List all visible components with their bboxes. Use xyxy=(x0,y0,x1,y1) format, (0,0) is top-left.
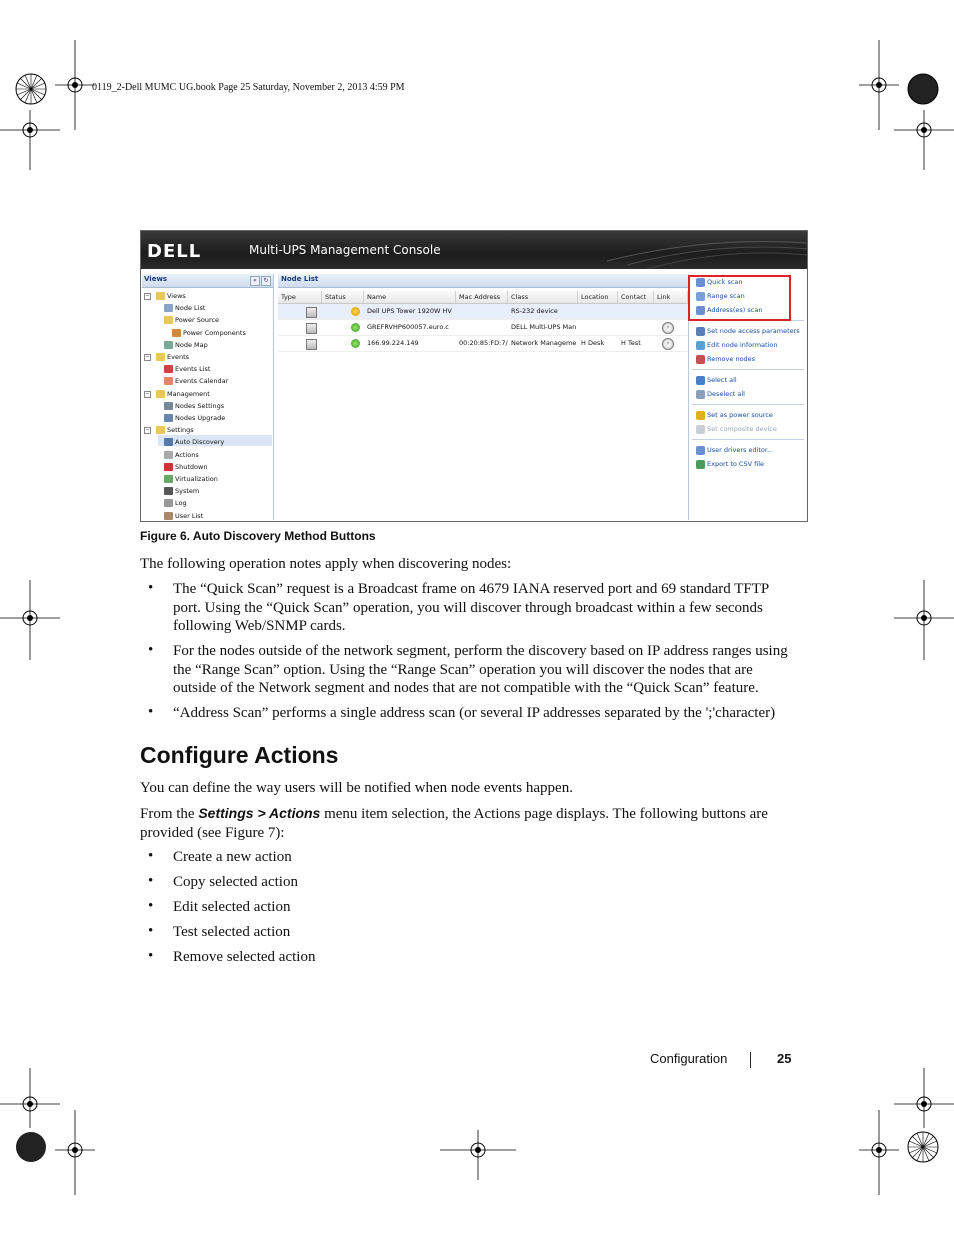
node-list-title: Node List xyxy=(281,275,319,283)
bullet-text xyxy=(173,642,813,698)
folder-icon xyxy=(164,316,173,324)
composite-device-icon xyxy=(696,425,705,434)
screenshot-figure xyxy=(140,230,808,522)
tree-item-label: Power Components xyxy=(183,328,246,337)
column-header[interactable]: Link xyxy=(654,291,688,303)
tree-expander-icon[interactable]: − xyxy=(145,354,150,360)
folder-icon xyxy=(156,390,165,398)
actions-separator xyxy=(692,439,804,440)
column-header[interactable]: Name xyxy=(364,291,456,303)
deselect-all-icon xyxy=(696,390,705,399)
cell-class: DELL Multi-UPS Man xyxy=(511,323,577,331)
tree-item-label: Settings xyxy=(167,426,194,435)
tree-item-label: Shutdown xyxy=(175,462,208,471)
page-number: 25 xyxy=(777,1051,792,1066)
action-edit-node-information[interactable] xyxy=(696,339,777,351)
crosshair-mark-icon xyxy=(859,1110,899,1195)
tree-item[interactable] xyxy=(156,389,210,399)
views-panel-title: Views xyxy=(144,275,168,283)
device-type-icon xyxy=(306,323,317,334)
paragraph-menu-path xyxy=(140,804,810,843)
node-list-header xyxy=(278,274,688,288)
bullet-glyph: • xyxy=(148,642,154,658)
tree-item-label: Actions xyxy=(175,450,199,459)
table-row[interactable] xyxy=(278,336,688,352)
registration-mark-icon xyxy=(906,1130,940,1164)
bullet-line: For the nodes outside of the network segment, perform the discovery based on IP address ranges using xyxy=(173,643,788,659)
export-csv-icon xyxy=(696,460,705,469)
tree-item[interactable] xyxy=(156,352,189,362)
cell-location xyxy=(578,304,618,319)
app-title: Multi-UPS Management Console xyxy=(249,243,441,257)
cell-location xyxy=(578,320,618,335)
collapse-icon[interactable]: « xyxy=(250,276,260,286)
tree-item-label: Auto Discovery xyxy=(175,438,225,447)
cell-name: Dell UPS Tower 1920W HV xyxy=(367,307,452,315)
cell-name: GREFRVHP600057.euro.c xyxy=(367,323,449,331)
tree-item[interactable] xyxy=(164,413,225,423)
tree-item-label: Virtualization xyxy=(175,475,218,483)
crosshair-mark-icon xyxy=(894,580,954,660)
column-header[interactable]: Contact xyxy=(618,291,654,303)
cell-mac: 00:20:85:FD:7/ xyxy=(459,339,508,347)
cell-mac xyxy=(456,304,508,319)
registration-mark-icon xyxy=(14,1130,48,1164)
bullet-text: Remove selected action xyxy=(173,949,316,965)
actions-icon xyxy=(164,451,173,459)
action-select-all[interactable] xyxy=(696,374,737,386)
bullet-line: The “Quick Scan” request is a Broadcast frame on 4679 IANA reserved port and 69 standard TFTP xyxy=(173,581,770,597)
action-set-as-power-source[interactable] xyxy=(696,409,773,421)
intro-paragraph: The following operation notes apply when discovering nodes: xyxy=(140,556,512,572)
actions-separator xyxy=(692,369,804,370)
cell-contact xyxy=(618,304,654,319)
tree-item-label: Views xyxy=(167,292,186,300)
bullet-line: outside of the Network segment and nodes that are not compatible with the “Quick Scan” feature. xyxy=(173,680,759,696)
tree-item-label: Events xyxy=(167,353,190,361)
tree-item[interactable] xyxy=(164,364,210,374)
device-type-icon xyxy=(306,307,317,318)
column-header[interactable]: Status xyxy=(322,291,364,303)
tree-item[interactable] xyxy=(156,425,194,435)
text-line2: provided (see Figure 7): xyxy=(140,825,285,841)
action-label: Edit node information xyxy=(707,341,778,349)
bullet-text xyxy=(173,580,813,636)
folder-icon xyxy=(156,353,165,361)
footer-section-name: Configuration xyxy=(650,1051,728,1066)
table-row[interactable] xyxy=(278,304,688,320)
system-icon xyxy=(164,487,173,495)
tree-item-label: Events List xyxy=(175,365,211,374)
status-ok-icon xyxy=(351,323,360,332)
action-label: Remove nodes xyxy=(707,355,756,363)
status-ok-icon xyxy=(351,339,360,348)
bullet-glyph: • xyxy=(148,873,154,889)
list-icon xyxy=(164,304,173,312)
tree-item[interactable] xyxy=(164,437,224,447)
tree-item[interactable] xyxy=(172,328,246,338)
cell-class: RS-232 device xyxy=(511,307,558,315)
bullet-glyph: • xyxy=(148,580,154,596)
bullet-text: Copy selected action xyxy=(173,874,298,890)
action-label: User drivers editor... xyxy=(707,446,774,454)
crosshair-mark-icon xyxy=(440,1130,516,1180)
action-label: Quick scan xyxy=(707,278,743,286)
bullet-text: Edit selected action xyxy=(173,899,291,915)
crosshair-mark-icon xyxy=(55,1110,95,1195)
tree-item[interactable] xyxy=(164,315,219,325)
book-header-line: 0119_2-Dell MUMC UG.book Page 25 Saturday, November 2, 2013 4:59 PM xyxy=(92,82,405,93)
views-panel-header xyxy=(142,274,273,288)
tree-item[interactable] xyxy=(164,498,187,508)
refresh-icon[interactable]: ↻ xyxy=(261,276,271,286)
tree-item-label: User List xyxy=(175,511,204,520)
user-icon xyxy=(164,512,173,520)
node-list-panel xyxy=(278,274,689,520)
action-label: Set node access parameters xyxy=(707,327,800,335)
action-label: Set as power source xyxy=(707,411,773,419)
power-source-icon xyxy=(696,411,705,420)
bullet-glyph: • xyxy=(148,898,154,914)
text-prefix: From the xyxy=(140,806,199,822)
column-header[interactable]: Class xyxy=(508,291,578,303)
folder-icon xyxy=(156,426,165,434)
action-label: Set composite device xyxy=(707,425,777,433)
bullet-line: “Address Scan” performs a single address scan (or several IP addresses separated by the ';'character) xyxy=(173,705,776,721)
menu-path: Settings > Actions xyxy=(198,805,321,821)
dell-logo: DELL xyxy=(147,241,202,262)
cell-contact: H Test xyxy=(621,339,641,347)
tree-expander-icon[interactable]: − xyxy=(145,427,150,434)
registration-mark-icon xyxy=(906,72,940,106)
bullet-line: the “Range Scan” option. Using the “Range Scan” operation you will discover the nodes that are xyxy=(173,661,753,678)
tree-item-label: Nodes Upgrade xyxy=(175,414,226,422)
tree-item[interactable] xyxy=(164,401,224,411)
table-row[interactable] xyxy=(278,320,688,336)
cell-contact xyxy=(618,320,654,335)
settings-icon xyxy=(164,402,173,410)
bullet-glyph: • xyxy=(148,948,154,964)
cell-mac xyxy=(456,320,508,335)
crosshair-mark-icon xyxy=(55,40,95,130)
map-icon xyxy=(164,341,173,349)
figure-caption: Figure 6. Auto Discovery Method Buttons xyxy=(140,529,376,543)
log-icon xyxy=(164,499,173,507)
component-icon xyxy=(172,329,181,337)
open-link-icon[interactable]: › xyxy=(662,338,674,350)
action-set-composite-device[interactable] xyxy=(696,423,777,435)
tree-item[interactable] xyxy=(164,340,208,350)
column-header[interactable]: Mac Address xyxy=(456,291,508,303)
tree-item[interactable] xyxy=(164,511,203,521)
tree-item-label: Log xyxy=(175,499,187,508)
select-all-icon xyxy=(696,376,705,385)
crosshair-mark-icon xyxy=(894,1068,954,1128)
action-label: Range scan xyxy=(707,292,745,300)
crosshair-mark-icon xyxy=(0,580,60,660)
bullet-glyph: • xyxy=(148,704,154,720)
shutdown-icon xyxy=(164,463,173,471)
action-label: Select all xyxy=(707,376,737,384)
bullet-line: port. Using the “Quick Scan” operation, you will discover through broadcast within a few seconds xyxy=(173,599,763,616)
tree-item-label: Node Map xyxy=(175,340,208,349)
registration-mark-icon xyxy=(14,72,48,106)
bullet-text xyxy=(173,704,813,723)
bullet-text: Create a new action xyxy=(173,849,292,865)
device-type-icon xyxy=(306,339,317,350)
discovery-icon xyxy=(164,438,173,446)
bullet-text: Test selected action xyxy=(173,924,291,940)
action-label: Export to CSV file xyxy=(707,460,765,468)
folder-icon xyxy=(156,292,165,300)
actions-separator xyxy=(692,404,804,405)
header-swoosh-icon xyxy=(607,231,807,269)
column-header[interactable]: Type xyxy=(278,291,322,303)
tree-item-label: Management xyxy=(167,389,210,398)
app-header xyxy=(141,231,807,269)
action-export-to-csv-file[interactable] xyxy=(696,458,764,470)
edit-node-icon xyxy=(696,341,705,350)
tree-item-label: Events Calendar xyxy=(175,377,229,386)
column-header[interactable]: Location xyxy=(578,291,618,303)
cell-name: 166.99.224.149 xyxy=(367,339,419,347)
remove-nodes-icon xyxy=(696,355,705,364)
calendar-icon xyxy=(164,377,173,385)
column-header-row xyxy=(278,291,688,304)
tree-item-label: Node List xyxy=(175,304,206,313)
tree-item[interactable] xyxy=(164,462,207,472)
crosshair-mark-icon xyxy=(859,40,899,130)
action-set-node-access-parameters[interactable] xyxy=(696,325,800,337)
bullet-glyph: • xyxy=(148,848,154,864)
upgrade-icon xyxy=(164,414,173,422)
status-warning-icon xyxy=(351,307,360,316)
cell-location: H Desk xyxy=(581,339,605,347)
crosshair-mark-icon xyxy=(0,1068,60,1128)
action-label: Address(es) scan xyxy=(707,306,763,314)
virtualization-icon xyxy=(164,475,173,483)
tree-item[interactable] xyxy=(164,474,218,484)
open-link-icon[interactable]: › xyxy=(662,322,674,334)
bullet-line: following Web/SNMP cards. xyxy=(173,618,346,634)
tree-expander-icon[interactable]: − xyxy=(145,390,150,397)
highlight-box-scan-buttons xyxy=(688,275,791,321)
tree-item-label: Power Source xyxy=(175,316,220,325)
action-user-drivers-editor[interactable] xyxy=(696,444,773,456)
crosshair-mark-icon xyxy=(0,110,60,170)
drivers-editor-icon xyxy=(696,446,705,455)
footer-divider xyxy=(750,1052,751,1068)
tree-item[interactable] xyxy=(156,291,186,301)
crosshair-mark-icon xyxy=(894,110,954,170)
tree-item[interactable] xyxy=(164,486,199,496)
bullet-glyph: • xyxy=(148,923,154,939)
views-panel xyxy=(142,274,274,520)
tree-item-label: Nodes Settings xyxy=(175,401,225,410)
events-icon xyxy=(164,365,173,373)
action-remove-nodes[interactable] xyxy=(696,353,755,365)
tree-item[interactable] xyxy=(164,376,228,386)
text-suffix: menu item selection, the Actions page displays. The following buttons are xyxy=(320,806,768,822)
action-deselect-all[interactable] xyxy=(696,388,745,400)
tree-expander-icon[interactable]: − xyxy=(145,293,150,299)
tree-item[interactable] xyxy=(164,450,199,460)
tree-item[interactable] xyxy=(164,303,205,313)
cell-class: Network Manageme xyxy=(511,339,577,347)
section-heading: Configure Actions xyxy=(140,742,339,768)
paragraph-notify: You can define the way users will be notified when node events happen. xyxy=(140,780,573,796)
tree-item-label: System xyxy=(175,487,200,496)
access-params-icon xyxy=(696,327,705,336)
action-label: Deselect all xyxy=(707,390,745,398)
